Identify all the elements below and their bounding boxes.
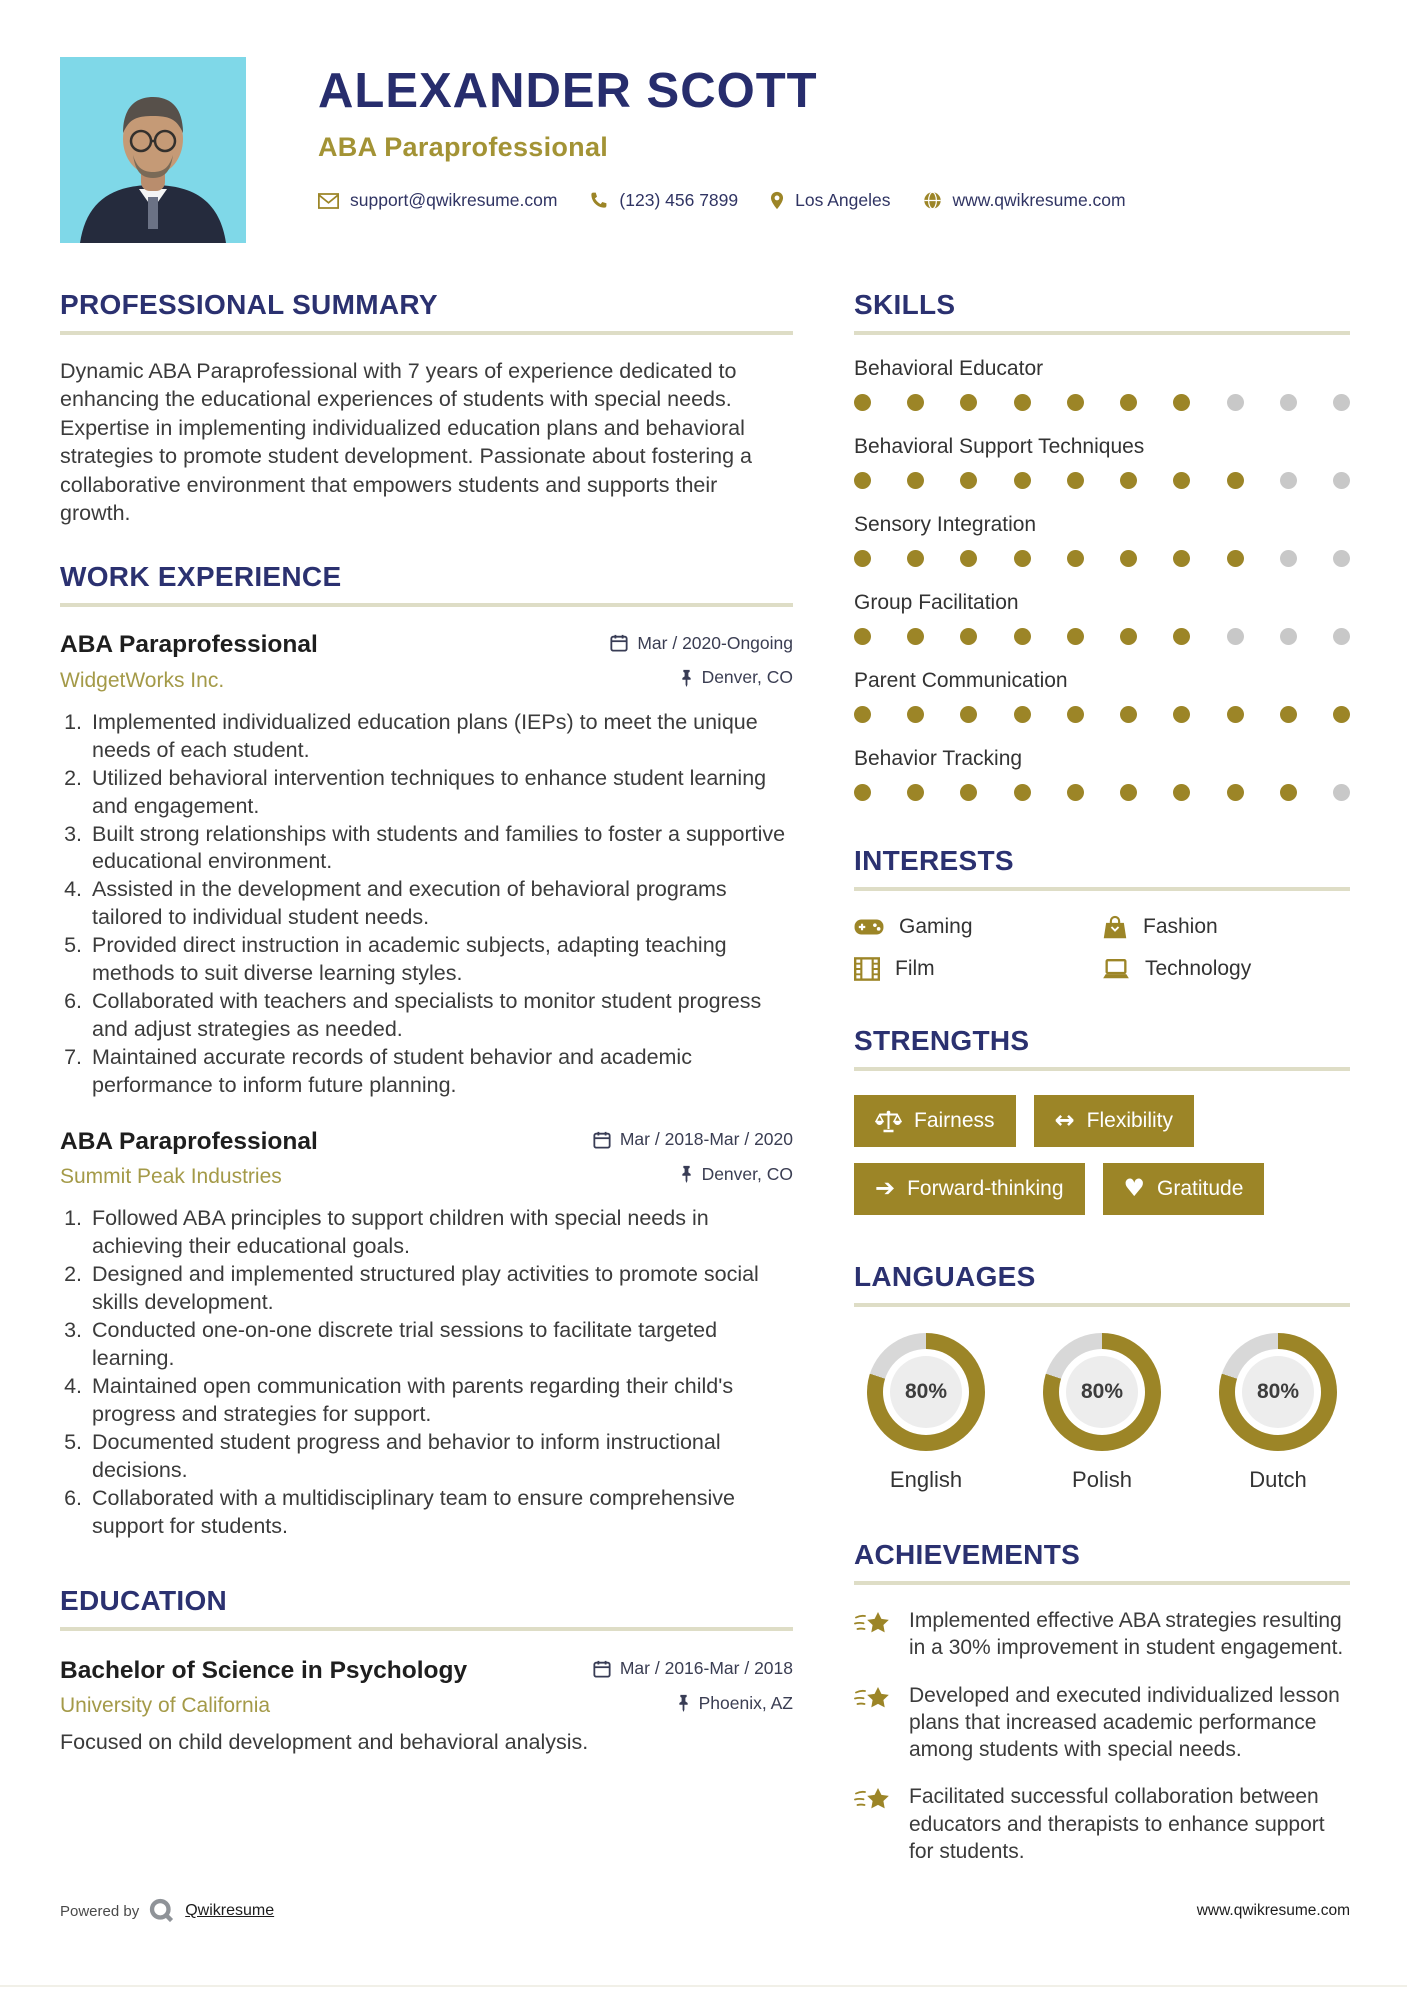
skill-dot-filled (1014, 628, 1031, 645)
work-heading: WORK EXPERIENCE (60, 561, 342, 593)
contact-email (318, 190, 557, 211)
skill-dot-filled (1014, 784, 1031, 801)
skill-rating-dots (854, 472, 1350, 489)
skill-dot-filled (854, 628, 871, 645)
job-entry (60, 631, 793, 1100)
company-name: Summit Peak Industries (60, 1165, 282, 1189)
language-donut-chart (1043, 1333, 1161, 1451)
footer-website: www.qwikresume.com (1196, 1902, 1350, 1919)
skill-dot-filled (1067, 472, 1084, 489)
language-item (856, 1333, 996, 1493)
language-item (1032, 1333, 1172, 1493)
strengths-heading: STRENGTHS (854, 1025, 1030, 1056)
arrows-lr-icon: ↔ (1054, 1106, 1075, 1134)
interest-label: Technology (1145, 957, 1252, 980)
skill-item (854, 669, 1350, 723)
globe-icon (923, 191, 942, 210)
achievement-text: Implemented effective ABA strategies resulting in a 30% improvement in student engagement. (909, 1609, 1344, 1660)
job-location (680, 667, 793, 688)
skill-dot-filled (1173, 472, 1190, 489)
skill-dot-empty (1333, 472, 1350, 489)
job-location (680, 1164, 793, 1185)
interest-label: Fashion (1143, 915, 1218, 938)
contact-text: www.qwikresume.com (952, 190, 1126, 210)
left-column (60, 289, 793, 1865)
skill-dot-filled (854, 706, 871, 723)
strength-badge-fairness (854, 1095, 1016, 1147)
achievement-text: Developed and executed individualized lesson plans that increased academic performance among students with special needs. (909, 1683, 1340, 1762)
job-bullet-list (60, 1205, 793, 1540)
skill-dot-filled (1120, 784, 1137, 801)
skill-rating-dots (854, 706, 1350, 723)
powered-by-label: Powered by (60, 1902, 140, 1920)
section-interests (854, 845, 1350, 981)
job-bullet: 4. Assisted in the development and execution of behavioral programs tailored to individual student needs. (88, 876, 793, 932)
skill-rating-dots (854, 628, 1350, 645)
skill-dot-filled (1120, 472, 1137, 489)
interest-fashion (1102, 915, 1350, 939)
skill-dot-filled (1227, 472, 1244, 489)
section-rule (854, 331, 1350, 335)
job-bullet: 2. Designed and implemented structured play activities to promote social skills development. (88, 1261, 793, 1317)
calendar-icon (593, 1131, 611, 1149)
skill-dot-empty (1227, 628, 1244, 645)
skill-dot-filled (960, 394, 977, 411)
interest-label: Gaming (899, 915, 973, 938)
header (60, 0, 1350, 243)
section-rule (854, 1303, 1350, 1307)
language-name: Dutch (1249, 1467, 1307, 1492)
job-bullet: 3. Built strong relationships with students and families to foster a supportive educational environment. (88, 821, 793, 877)
skill-dot-filled (960, 550, 977, 567)
skill-dot-filled (1067, 628, 1084, 645)
skill-dot-filled (1227, 706, 1244, 723)
job-bullet: 5. Documented student progress and behavior to inform instructional decisions. (88, 1429, 793, 1485)
film-icon (854, 957, 880, 981)
skill-dot-filled (1067, 394, 1084, 411)
arrow-right-icon: ➔ (875, 1174, 896, 1202)
job-bullet: 7. Maintained accurate records of student behavior and academic performance to inform future planning. (88, 1044, 793, 1100)
skill-dot-empty (1280, 550, 1297, 567)
strength-badge-flexibility (1034, 1095, 1194, 1147)
job-bullet: 5. Provided direct instruction in academic subjects, adapting teaching methods to suit diverse learning styles. (88, 932, 793, 988)
degree-title: Bachelor of Science in Psychology (60, 1656, 468, 1684)
skill-name: Group Facilitation (854, 591, 1019, 614)
contact-text: Los Angeles (795, 190, 891, 210)
language-donut-chart (867, 1333, 985, 1451)
skill-dot-filled (907, 394, 924, 411)
job-bullet: 1. Followed ABA principles to support children with special needs in achieving their educational goals. (88, 1205, 793, 1261)
skill-dot-filled (1014, 394, 1031, 411)
section-rule (854, 1581, 1350, 1585)
job-bullet: 4. Maintained open communication with parents regarding their child's progress and strategies for support. (88, 1373, 793, 1429)
contact-globe (923, 190, 1126, 211)
section-work-experience (60, 561, 793, 1540)
strength-label: Gratitude (1157, 1177, 1244, 1200)
skill-dot-filled (1014, 550, 1031, 567)
skill-rating-dots (854, 784, 1350, 801)
education-dates (593, 1658, 793, 1679)
star-burst-icon (854, 1682, 894, 1764)
education-heading: EDUCATION (60, 1584, 228, 1616)
job-bullet-list (60, 709, 793, 1100)
skill-dot-filled (960, 472, 977, 489)
language-name: Polish (1072, 1467, 1132, 1492)
achievement-item (854, 1783, 1350, 1865)
pushpin-icon (677, 1694, 690, 1712)
interests-heading: INTERESTS (854, 845, 1014, 876)
skill-dot-empty (1333, 628, 1350, 645)
skill-dot-filled (1014, 706, 1031, 723)
laptop-icon (1102, 959, 1130, 980)
person-job-title: ABA Paraprofessional (318, 132, 609, 162)
person-name: ALEXANDER SCOTT (318, 64, 818, 118)
skill-rating-dots (854, 394, 1350, 411)
section-strengths (854, 1025, 1350, 1215)
school-name: University of California (60, 1694, 271, 1718)
section-rule (60, 603, 793, 607)
pushpin-icon (680, 1165, 693, 1183)
contact-location (770, 190, 890, 211)
skill-rating-dots (854, 550, 1350, 567)
skill-dot-filled (1173, 394, 1190, 411)
strength-label: Fairness (914, 1109, 995, 1132)
job-dates (610, 633, 793, 654)
skill-dot-filled (1173, 784, 1190, 801)
education-location (677, 1693, 793, 1714)
qwikresume-link[interactable]: Qwikresume (185, 1902, 275, 1919)
section-rule (854, 887, 1350, 891)
calendar-icon (593, 1660, 611, 1678)
language-percent: 80% (1066, 1356, 1138, 1428)
skill-dot-filled (907, 472, 924, 489)
skill-dot-empty (1333, 394, 1350, 411)
skill-dot-empty (1333, 784, 1350, 801)
skill-dot-filled (960, 628, 977, 645)
job-entry (60, 1128, 793, 1541)
achievement-text: Facilitated successful collaboration between educators and therapists to enhance support for students. (909, 1785, 1325, 1864)
section-education (60, 1585, 793, 1756)
section-rule (60, 1627, 793, 1631)
summary-text: Dynamic ABA Paraprofessional with 7 years of experience dedicated to enhancing the educational experiences of students with special needs. Expertise in implementing individualized education plans and behavioral strategies to promote student development. Passionate about fostering a collaborative environment that empowers students and supports their growth. (60, 359, 753, 525)
language-name: English (889, 1467, 963, 1492)
section-skills (854, 289, 1350, 801)
section-rule (854, 1067, 1350, 1071)
section-achievements (854, 1539, 1350, 1865)
education-entry (60, 1657, 793, 1756)
achievement-item (854, 1682, 1350, 1764)
contact-phone (589, 190, 738, 211)
skill-dot-filled (1227, 550, 1244, 567)
skill-name: Behavioral Support Techniques (854, 435, 1145, 458)
skill-dot-filled (1014, 472, 1031, 489)
skill-dot-filled (1280, 784, 1297, 801)
skill-item (854, 513, 1350, 567)
company-name: WidgetWorks Inc. (60, 668, 225, 692)
page-bottom-rule (0, 1985, 1407, 1987)
job-dates-text: Mar / 2018-Mar / 2020 (619, 1129, 793, 1150)
skill-dot-filled (907, 784, 924, 801)
profile-photo (60, 57, 246, 243)
job-bullet: 6. Collaborated with a multidisciplinary team to ensure comprehensive support for students. (88, 1485, 793, 1541)
skill-dot-filled (854, 784, 871, 801)
right-column (854, 289, 1350, 1865)
achievements-heading: ACHIEVEMENTS (854, 1539, 1081, 1570)
skill-dot-filled (1333, 706, 1350, 723)
skill-name: Behavior Tracking (854, 747, 1023, 770)
education-dates-text: Mar / 2016-Mar / 2018 (619, 1658, 793, 1679)
job-bullet: 2. Utilized behavioral intervention techniques to enhance student learning and engagement. (88, 765, 793, 821)
skill-dot-filled (1227, 784, 1244, 801)
skill-dot-filled (907, 706, 924, 723)
skill-dot-filled (854, 550, 871, 567)
interest-technology (1102, 957, 1350, 981)
phone-icon (589, 191, 608, 210)
languages-heading: LANGUAGES (854, 1261, 1036, 1292)
contact-text: support@qwikresume.com (350, 190, 558, 210)
skill-name: Sensory Integration (854, 513, 1037, 536)
qwikresume-logo-icon (149, 1898, 175, 1924)
location-icon (770, 191, 784, 210)
skill-name: Parent Communication (854, 669, 1068, 692)
summary-heading: PROFESSIONAL SUMMARY (60, 289, 438, 320)
skill-dot-filled (1173, 628, 1190, 645)
skill-dot-filled (1173, 550, 1190, 567)
skill-item (854, 435, 1350, 489)
email-icon (318, 193, 339, 209)
job-dates-text: Mar / 2020-Ongoing (637, 632, 793, 653)
handbag-icon (1102, 915, 1128, 939)
job-bullet: 6. Collaborated with teachers and specialists to monitor student progress and adjust strategies as needed. (88, 988, 793, 1044)
gamepad-icon (854, 918, 884, 936)
skill-dot-filled (1120, 394, 1137, 411)
language-item (1208, 1333, 1348, 1493)
calendar-icon (610, 634, 628, 652)
interest-label: Film (895, 957, 935, 980)
skill-dot-empty (1333, 550, 1350, 567)
strength-label: Forward-thinking (907, 1177, 1064, 1200)
heart-icon: ♥ (1123, 1174, 1146, 1202)
interest-gaming (854, 915, 1102, 939)
star-burst-icon (854, 1783, 894, 1865)
skill-dot-filled (1067, 784, 1084, 801)
contact-text: (123) 456 7899 (619, 190, 739, 210)
skill-dot-filled (1120, 550, 1137, 567)
skill-item (854, 591, 1350, 645)
skill-dot-filled (907, 628, 924, 645)
skill-dot-filled (854, 394, 871, 411)
skill-dot-filled (1173, 706, 1190, 723)
skill-dot-filled (1067, 706, 1084, 723)
job-bullet: 3. Conducted one-on-one discrete trial sessions to facilitate targeted learning. (88, 1317, 793, 1373)
job-location-text: Denver, CO (701, 1163, 793, 1184)
skill-item (854, 357, 1350, 411)
language-percent: 80% (1242, 1356, 1314, 1428)
skill-dot-filled (960, 706, 977, 723)
language-donut-chart (1219, 1333, 1337, 1451)
achievement-item (854, 1607, 1350, 1662)
skill-dot-filled (960, 784, 977, 801)
skill-dot-empty (1280, 394, 1297, 411)
job-title: ABA Paraprofessional (60, 1127, 318, 1155)
strength-badge-forward-thinking (854, 1163, 1085, 1215)
skill-dot-filled (1120, 628, 1137, 645)
strength-badge-gratitude (1103, 1163, 1265, 1215)
skill-item (854, 747, 1350, 801)
skills-heading: SKILLS (854, 289, 956, 320)
footer (60, 1898, 1350, 1924)
section-languages (854, 1261, 1350, 1493)
skill-dot-filled (1067, 550, 1084, 567)
interest-film (854, 957, 1102, 981)
job-title: ABA Paraprofessional (60, 631, 318, 659)
pushpin-icon (680, 669, 693, 687)
skill-dot-filled (854, 472, 871, 489)
job-location-text: Denver, CO (701, 667, 793, 688)
section-rule (60, 331, 793, 335)
skill-dot-empty (1280, 472, 1297, 489)
job-dates (593, 1129, 793, 1150)
skill-dot-empty (1280, 628, 1297, 645)
education-note: Focused on child development and behavioral analysis. (60, 1730, 589, 1755)
skill-dot-empty (1227, 394, 1244, 411)
language-percent: 80% (890, 1356, 962, 1428)
skill-dot-filled (1120, 706, 1137, 723)
education-location-text: Phoenix, AZ (698, 1692, 793, 1713)
job-bullet: 1. Implemented individualized education plans (IEPs) to meet the unique needs of each student. (88, 709, 793, 765)
skill-name: Behavioral Educator (854, 357, 1044, 380)
scales-icon (875, 1110, 902, 1133)
section-professional-summary (60, 289, 793, 527)
skill-dot-filled (907, 550, 924, 567)
contact-row (318, 190, 1126, 211)
strength-label: Flexibility (1086, 1109, 1173, 1132)
skill-dot-filled (1280, 706, 1297, 723)
star-burst-icon (854, 1607, 894, 1662)
